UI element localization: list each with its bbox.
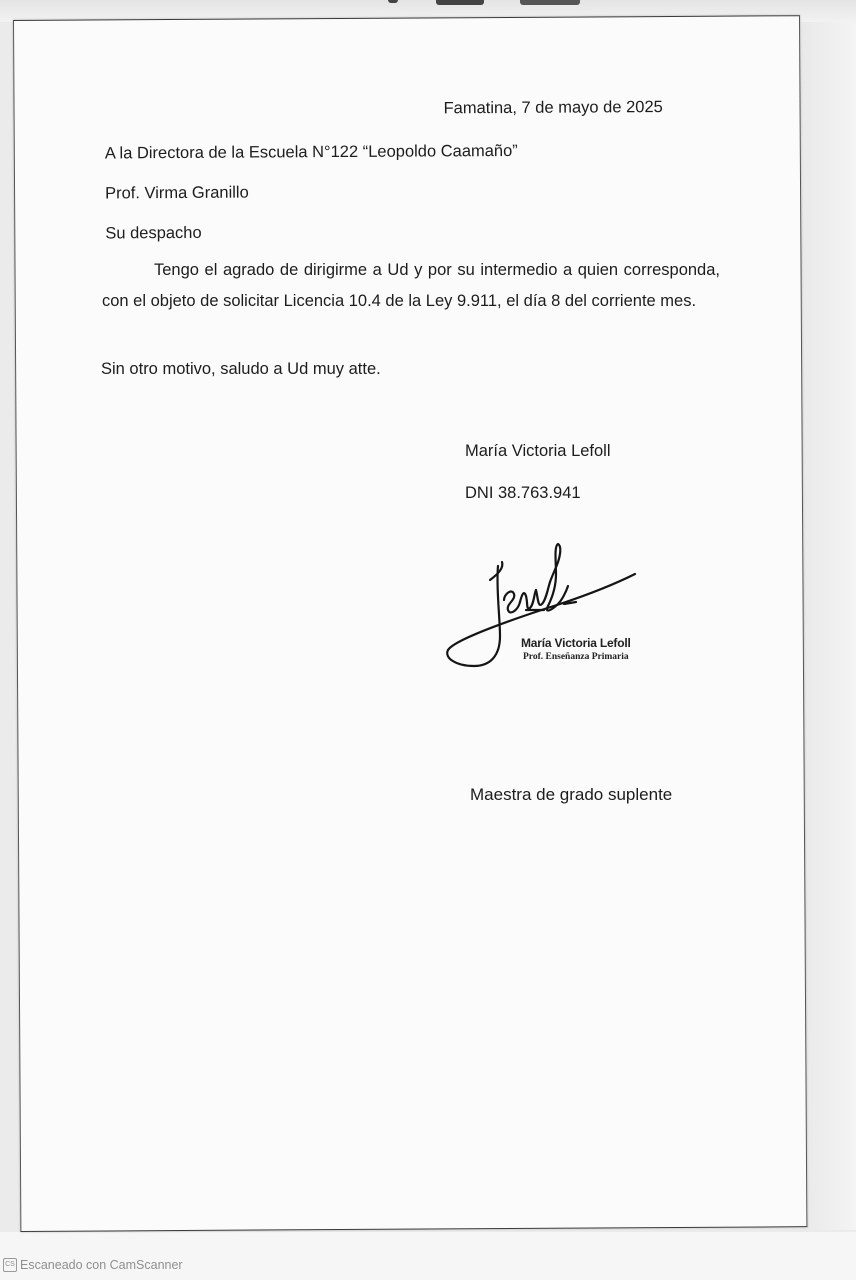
recipient-name: Prof. Virma Granillo	[105, 183, 249, 203]
camscanner-icon: CS	[3, 1258, 17, 1272]
closing-line: Sin otro motivo, saludo a Ud muy atte.	[101, 360, 381, 378]
recipient-line: A la Directora de la Escuela N°122 “Leopoldo Caamaño”	[104, 141, 518, 163]
scanner-note: Escaneado con CamScanner	[20, 1258, 183, 1272]
salutation: Su despacho	[105, 223, 202, 243]
place-date: Famatina, 7 de mayo de 2025	[443, 98, 663, 118]
letter-page	[13, 15, 807, 1232]
letter-body: Tengo el agrado de dirigirme a Ud y por su intermedio a quien corresponda, con el objeto de solicitar Licencia 10.4 de la Ley 9.911, el día 8 del corriente mes.	[102, 261, 720, 310]
sender-role: Maestra de grado suplente	[470, 785, 673, 804]
stamp-name: María Victoria Lefoll	[521, 636, 631, 650]
scan-bottom-margin	[0, 1232, 856, 1280]
stamp-title: Prof. Enseñanza Primaria	[523, 652, 629, 662]
scan-right-margin	[802, 22, 856, 1230]
sender-dni: DNI 38.763.941	[465, 484, 581, 502]
sender-name: María Victoria Lefoll	[465, 442, 611, 460]
scanner-watermark	[3, 1258, 183, 1272]
